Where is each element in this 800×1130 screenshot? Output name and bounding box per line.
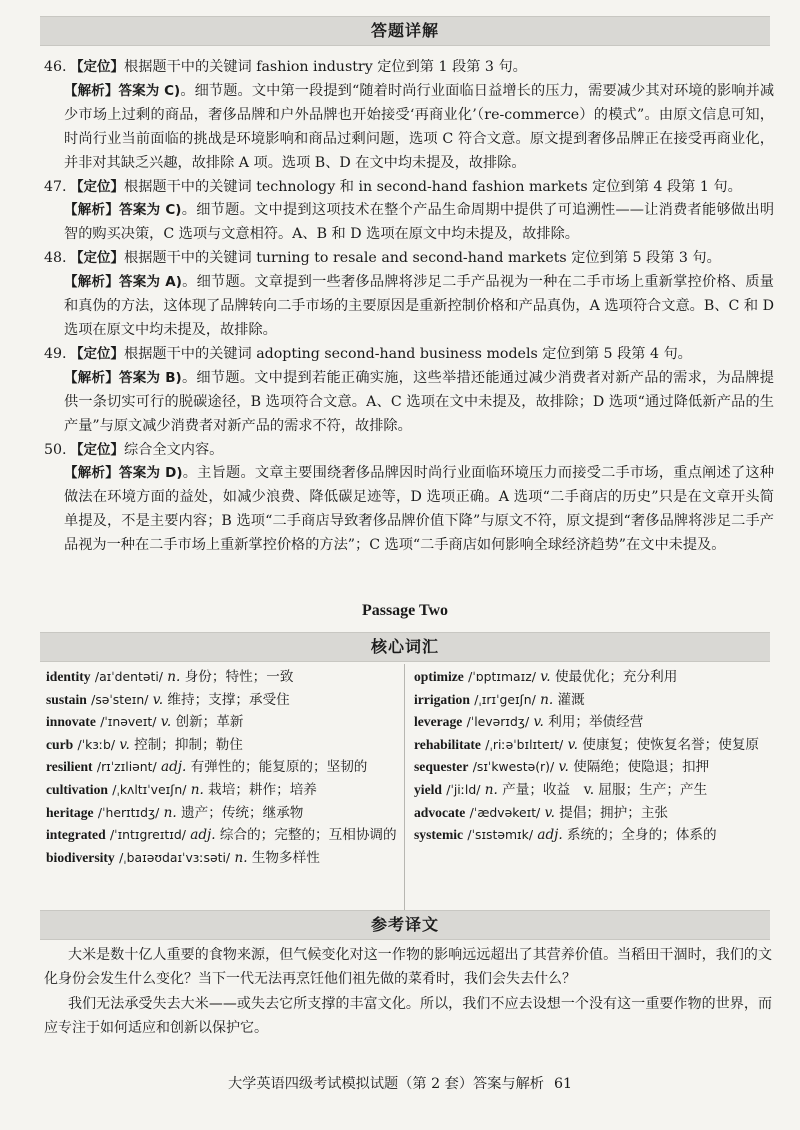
vocab-pronunciation: /ˈɒptɪmaɪz/ (468, 669, 536, 684)
vocab-word: optimize (414, 669, 464, 684)
answers-heading: 答题详解 (370, 21, 439, 40)
locate-tag: 【定位】 (70, 178, 124, 195)
vocab-section-header (40, 632, 770, 662)
vocab-meaning: 灌溉 (557, 691, 585, 708)
analysis-paragraph (44, 367, 774, 439)
vocab-pos: n. (484, 781, 498, 798)
vocab-pos: n. (163, 804, 177, 821)
vocab-pos: adj. (190, 827, 216, 844)
answer-item (44, 439, 774, 559)
vocab-pronunciation: /ˈɪnəveɪt/ (100, 714, 157, 730)
translation-paragraph: 大米是数十亿人重要的食物来源，但气候变化对这一作物的影响远远超出了其营养价值。当稻田干涸时，我们的文化身份会发生什么变化？当下一代无法再烹饪他们祖先做的菜肴时，我们会失去什么？ (44, 947, 772, 987)
vocab-meaning: 使最优化；充分利用 (554, 669, 678, 685)
vocab-word: resilient (46, 759, 93, 775)
vocab-meaning: 控制；抑制；勒住 (134, 736, 243, 753)
locate-text: 根据题干中的关键词 turning to resale and second-hand markets 定位到第 5 段第 3 句。 (124, 250, 721, 267)
column-divider (404, 664, 405, 910)
vocab-entry (414, 689, 782, 712)
analysis-paragraph (44, 199, 774, 247)
vocab-entry (46, 779, 398, 802)
vocab-entry (46, 734, 398, 757)
vocab-entry (414, 666, 782, 689)
answer-item (44, 343, 774, 439)
vocab-pronunciation: /ˌriːəˈbɪlɪteɪt/ (485, 736, 564, 752)
vocab-meaning: 创新；革新 (175, 714, 244, 731)
analysis-paragraph (44, 462, 774, 558)
vocab-entry (46, 824, 398, 847)
locate-tag: 【定位】 (70, 250, 124, 267)
vocab-meaning: 栽培；耕作；培养 (208, 781, 317, 798)
locate-text: 根据题干中的关键词 adopting second-hand business models 定位到第 5 段第 4 句。 (124, 345, 692, 362)
vocab-entry (46, 756, 398, 779)
vocab-pronunciation: /ˈherɪtɪdʒ/ (97, 804, 160, 820)
analysis-tag: 【解析】 (64, 369, 120, 386)
analysis-text: 。主旨题。文章主要围绕奢侈品牌因时尚行业面临环境压力而接受二手市场，重点阐述了这种做法在环境方面的益处，如减少浪费、降低碳足迹等，D 选项正确。A 选项“二手商店的历史”只是在文章开头简单提及，不是主要内容；B 选项“二手商店导致奢侈品牌价值下降”与原文不符，原文提到“奢侈品牌将涉足二手产品视为一种在二手市场上重新掌控价格的方法”；C 选项“二手商店如何影响全球经济趋势”在文中未提及。 (64, 465, 775, 554)
answers-section-header (40, 16, 770, 46)
question-number: 46. (44, 59, 67, 75)
locate-text-wrap (70, 439, 774, 463)
locate-tag: 【定位】 (70, 345, 124, 362)
vocab-word: cultivation (46, 781, 108, 797)
vocab-pos: n. (540, 691, 554, 708)
reference-translation (44, 944, 772, 1042)
answer-label: 答案为 B) (119, 369, 182, 386)
vocab-word: yield (414, 781, 442, 797)
vocab-meaning: 综合的；完整的；互相协调的 (219, 827, 397, 844)
vocab-entry (46, 711, 398, 734)
analysis-text: 。细节题。文章提到一些奢侈品牌将涉足二手产品视为一种在二手市场上重新掌控价格、质量和真伪的方法，这体现了品牌转向二手市场的主要原因是重新控制价格和产品真伪，A 选项符合文意。B、C 和 D 选项在原文中均未提及，故排除。 (64, 274, 774, 338)
analysis-text: 。细节题。文中提到这项技术在整个产品生命周期中提供了可追溯性——让消费者能够做出明智的购买决策，C 选项与文意相符。A、B 和 D 选项在原文中均未提及，故排除。 (64, 202, 775, 243)
vocab-entry (414, 711, 782, 734)
answer-item (44, 247, 774, 343)
translation-heading: 参考译文 (370, 915, 439, 934)
vocab-pos: v. (152, 691, 164, 708)
vocab-pronunciation: /sɪˈkwestə(r)/ (472, 759, 555, 775)
vocab-pronunciation: /ˌkʌltɪˈveɪʃn/ (112, 781, 187, 797)
answer-locate-line (44, 439, 774, 463)
locate-text-wrap (70, 56, 774, 80)
vocab-word: systemic (414, 827, 464, 843)
vocab-pronunciation: /rɪˈzɪliənt/ (96, 759, 157, 775)
vocab-pos: n. (234, 849, 248, 866)
answer-label: 答案为 A) (119, 274, 182, 291)
vocab-word: rehabilitate (414, 736, 481, 752)
vocab-pos: v. (567, 736, 578, 753)
vocab-pos: adj. (161, 759, 187, 776)
question-number: 50. (44, 441, 67, 458)
vocab-pronunciation: /aɪˈdentəti/ (94, 669, 163, 684)
vocab-entry (414, 779, 782, 802)
locate-text: 根据题干中的关键词 fashion industry 定位到第 1 段第 3 句。 (124, 59, 527, 75)
page-footer (0, 1073, 800, 1093)
analysis-tag: 【解析】 (64, 274, 120, 291)
vocab-entry (414, 756, 782, 779)
vocab-meaning: 系统的；全身的；体系的 (567, 827, 717, 844)
vocab-entry (414, 802, 782, 825)
vocab-list-left (46, 666, 398, 869)
vocab-entry (46, 666, 398, 689)
question-number: 48. (44, 250, 67, 267)
vocab-entry (414, 824, 782, 847)
vocab-meaning: 利用；举债经营 (548, 714, 644, 731)
vocab-meaning: 使康复；使恢复名誉；使复原 (582, 736, 760, 753)
vocab-meaning: 有弹性的；能复原的；坚韧的 (190, 759, 368, 776)
vocab-pos: v. (160, 714, 172, 731)
analysis-text: 。细节题。文中第一段提到“随着时尚行业面临日益增长的压力，需要减少其对环境的影响并减少市场上过剩的商品，奢侈品牌和户外品牌也开始接受‘再商业化’（re-commerce）的模式”。由原文信息可知，时尚行业当前面临的挑战是环境影响和商品过剩问题，选项 C 符合文意。原文提到奢侈品牌正在接受再商业化，并非对其缺乏兴趣，故排除 A 项。选项 B、D 在文中均未提及，故排除。 (64, 82, 775, 171)
vocab-word: irrigation (414, 691, 470, 707)
vocab-pronunciation: /ˈjiːld/ (446, 781, 481, 797)
translation-section-header (40, 910, 770, 940)
vocab-word: leverage (414, 714, 463, 730)
vocab-word: curb (46, 736, 74, 752)
analysis-tag: 【解析】 (64, 465, 119, 482)
vocab-meaning: 维持；支撑；承受住 (167, 691, 290, 708)
vocab-word: identity (46, 669, 91, 684)
analysis-paragraph (44, 80, 774, 176)
vocab-word: heritage (46, 804, 94, 820)
vocab-entry (46, 689, 398, 712)
vocab-list-right (414, 666, 782, 847)
vocab-pos: v. (540, 669, 551, 685)
vocab-entry (414, 734, 782, 757)
answer-label: 答案为 C) (119, 202, 182, 219)
locate-text: 根据题干中的关键词 technology 和 in second-hand fashion markets 定位到第 4 段第 1 句。 (124, 178, 742, 195)
vocab-pronunciation: /ˈsɪstəmɪk/ (467, 827, 534, 843)
vocab-pos: n. (190, 781, 204, 798)
vocab-pronunciation: /ˈkɜːb/ (77, 736, 116, 752)
locate-text-wrap (70, 176, 774, 200)
footer-title: 大学英语四级考试模拟试题（第 2 套）答案与解析 (227, 1076, 544, 1092)
answer-explanations (44, 56, 774, 558)
answer-item (44, 176, 774, 248)
vocab-pos: v. (544, 804, 555, 821)
vocab-pos: n. (167, 669, 181, 685)
locate-text: 综合全文内容。 (124, 441, 224, 458)
locate-text-wrap (70, 343, 774, 367)
answer-item (44, 56, 774, 176)
answer-locate-line (44, 343, 774, 367)
question-number: 49. (44, 345, 67, 362)
vocab-meaning: 使隔绝；使隐退；扣押 (573, 759, 710, 776)
vocab-pos: adj. (537, 827, 563, 844)
vocab-word: biodiversity (46, 849, 115, 865)
vocab-heading: 核心词汇 (370, 637, 439, 656)
answer-locate-line (44, 56, 774, 80)
vocab-meaning: 产量；收益 v. 屈服；生产；产生 (502, 781, 708, 798)
analysis-tag: 【解析】 (64, 202, 120, 219)
vocab-pronunciation: /ˈædvəkeɪt/ (469, 804, 541, 820)
answer-locate-line (44, 247, 774, 271)
vocab-pronunciation: /ˌɪrɪˈgeɪʃn/ (474, 691, 536, 707)
vocab-pos: v. (119, 736, 130, 753)
answer-label: 答案为 D) (118, 465, 183, 482)
vocab-pronunciation: /ˈlevərɪdʒ/ (466, 714, 530, 730)
vocab-pronunciation: /səˈsteɪn/ (91, 691, 149, 707)
vocab-word: sustain (46, 691, 87, 707)
analysis-tag: 【解析】 (64, 82, 119, 99)
vocab-word: innovate (46, 714, 96, 730)
vocab-pronunciation: /ˌbaɪəʊdaɪˈvɜːsəti/ (119, 849, 231, 865)
vocab-word: sequester (414, 759, 469, 775)
vocab-entry (46, 847, 398, 870)
vocab-word: advocate (414, 804, 466, 820)
translation-paragraph: 我们无法承受失去大米——或失去它所支撑的丰富文化。所以，我们不应去设想一个没有这一重要作物的世界，而应专注于如何适应和创新以保护它。 (44, 996, 772, 1036)
locate-tag: 【定位】 (70, 441, 124, 458)
passage-title: Passage Two (361, 602, 449, 619)
answer-locate-line (44, 176, 774, 200)
vocab-meaning: 生物多样性 (251, 849, 320, 866)
page-number: 61 (553, 1076, 573, 1092)
locate-tag: 【定位】 (70, 59, 124, 75)
vocab-pronunciation: /ˈɪntɪgreɪtɪd/ (109, 827, 186, 843)
question-number: 47. (44, 178, 67, 195)
vocab-entry (46, 802, 398, 825)
vocab-pos: v. (558, 759, 569, 776)
vocab-meaning: 身份；特性；一致 (184, 669, 294, 685)
answer-label: 答案为 C) (118, 82, 181, 99)
analysis-text: 。细节题。文中提到若能正确实施，这些举措还能通过减少消费者对新产品的需求，为品牌提供一条切实可行的脱碳途径，B 选项符合文意。A、C 选项在文中未提及，故排除；D 选项“通过降低新产品的生产量”与原文减少消费者对新产品的需求不符，故排除。 (64, 369, 774, 434)
vocab-meaning: 遗产；传统；继承物 (181, 804, 304, 821)
analysis-paragraph (44, 271, 774, 343)
vocab-pos: v. (533, 714, 544, 731)
vocab-meaning: 提倡；拥护；主张 (559, 804, 669, 821)
vocab-word: integrated (46, 827, 106, 843)
locate-text-wrap (70, 247, 774, 271)
